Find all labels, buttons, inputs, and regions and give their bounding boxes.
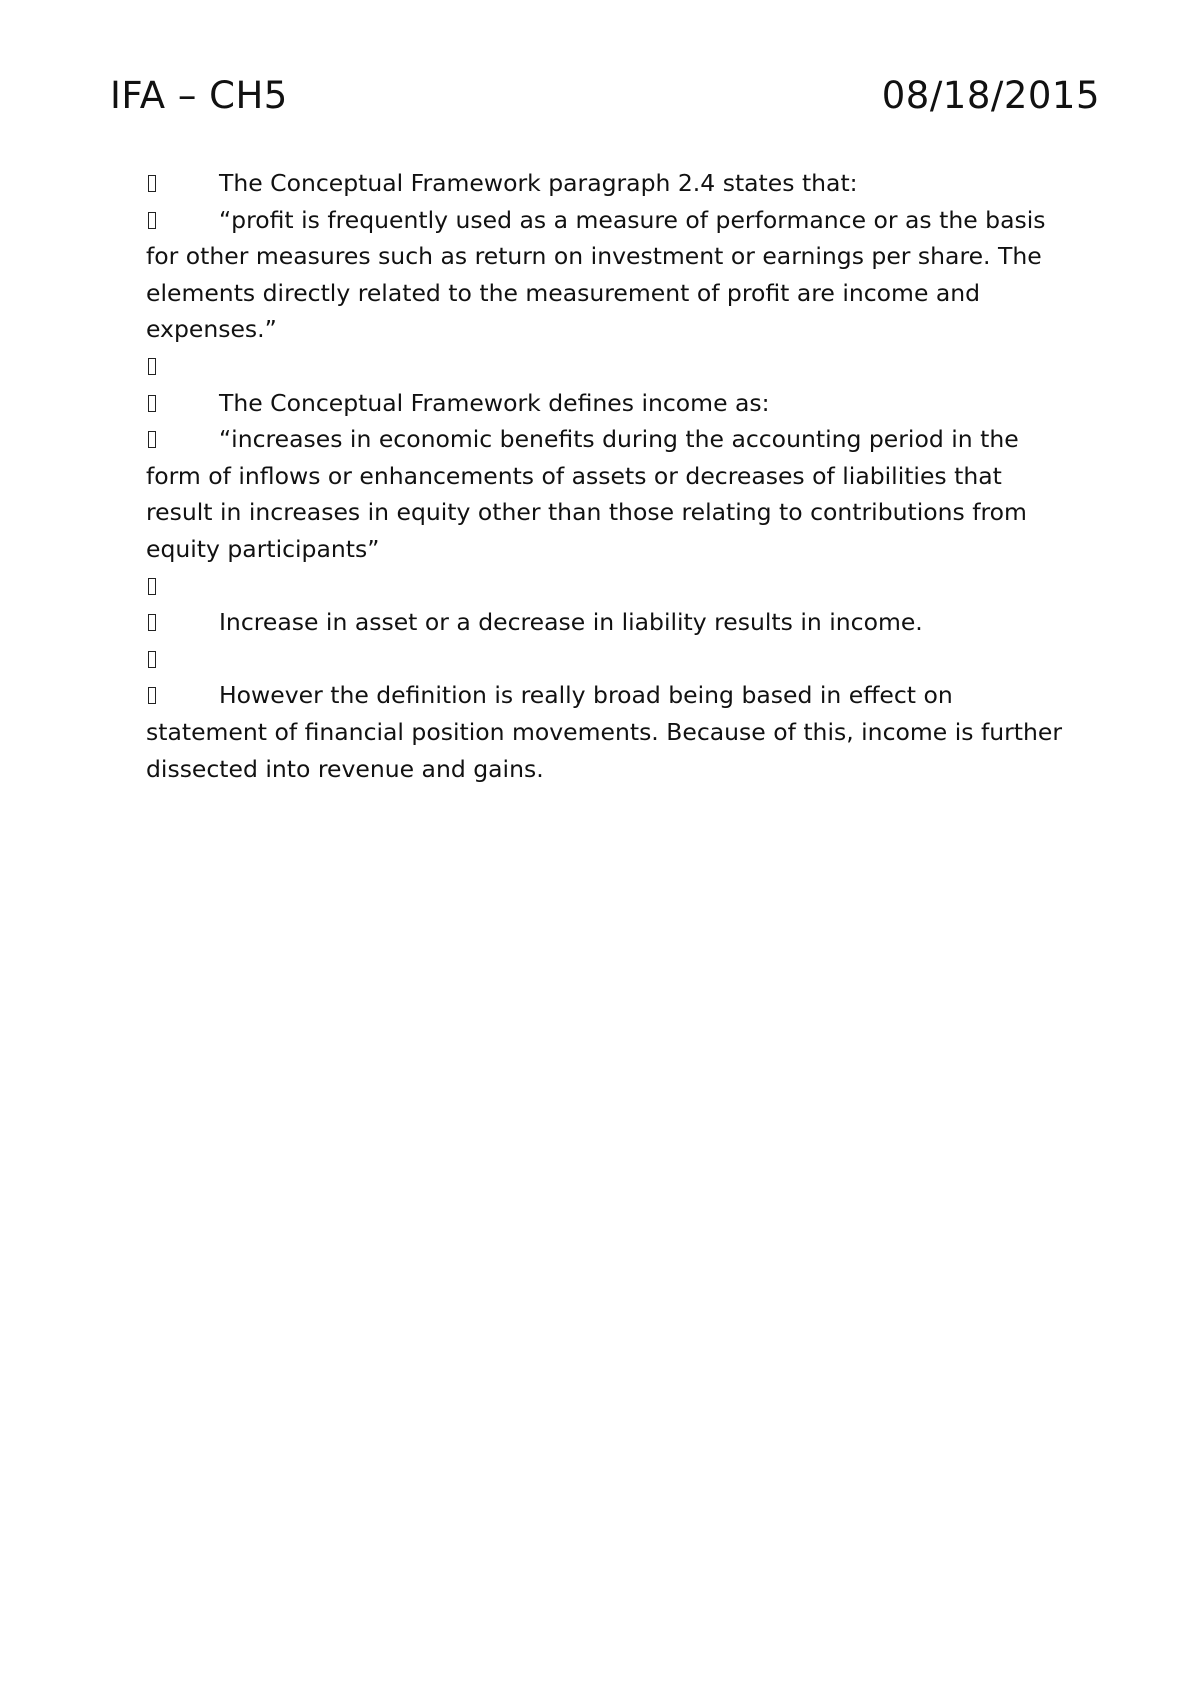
missing-glyph-icon [146,604,219,641]
bullet-paragraph [146,421,1066,567]
missing-glyph-icon [146,677,219,714]
bullet-paragraph [146,677,1066,787]
document-date: 08/18/2015 [881,74,1100,117]
bullet-paragraph-empty [146,348,1066,385]
missing-glyph-icon [146,641,219,678]
page-header [110,74,1100,124]
bullet-paragraph [146,202,1066,348]
missing-glyph-icon [146,385,219,422]
bullet-paragraph [146,604,1066,641]
paragraph-text: Increase in asset or a decrease in liability results in income. [219,608,923,637]
document-title: IFA – CH5 [110,74,288,117]
bullet-paragraph-empty [146,641,1066,678]
bullet-paragraph [146,165,1066,202]
paragraph-text: “increases in economic benefits during the accounting period in the form of inflows or enhancements of assets or decreases of liabilities that result in increases in equity other than those relating to contributions from equity participants” [146,425,1027,563]
paragraph-text: However the definition is really broad being based in effect on statement of financial position movements. Because of this, income is further dissected into revenue and gains. [146,681,1062,783]
missing-glyph-icon [146,568,219,605]
document-body [146,165,1066,787]
bullet-paragraph [146,385,1066,422]
missing-glyph-icon [146,421,219,458]
missing-glyph-icon [146,165,219,202]
bullet-paragraph-empty [146,568,1066,605]
paragraph-text: The Conceptual Framework paragraph 2.4 states that: [219,169,858,197]
paragraph-text: “profit is frequently used as a measure of performance or as the basis for other measures such as return on investment or earnings per share. The elements directly related to the measurement of profit are income and expenses.” [146,205,1046,344]
missing-glyph-icon [146,202,219,239]
missing-glyph-icon [146,348,219,385]
paragraph-text: The Conceptual Framework defines income as: [219,388,770,417]
